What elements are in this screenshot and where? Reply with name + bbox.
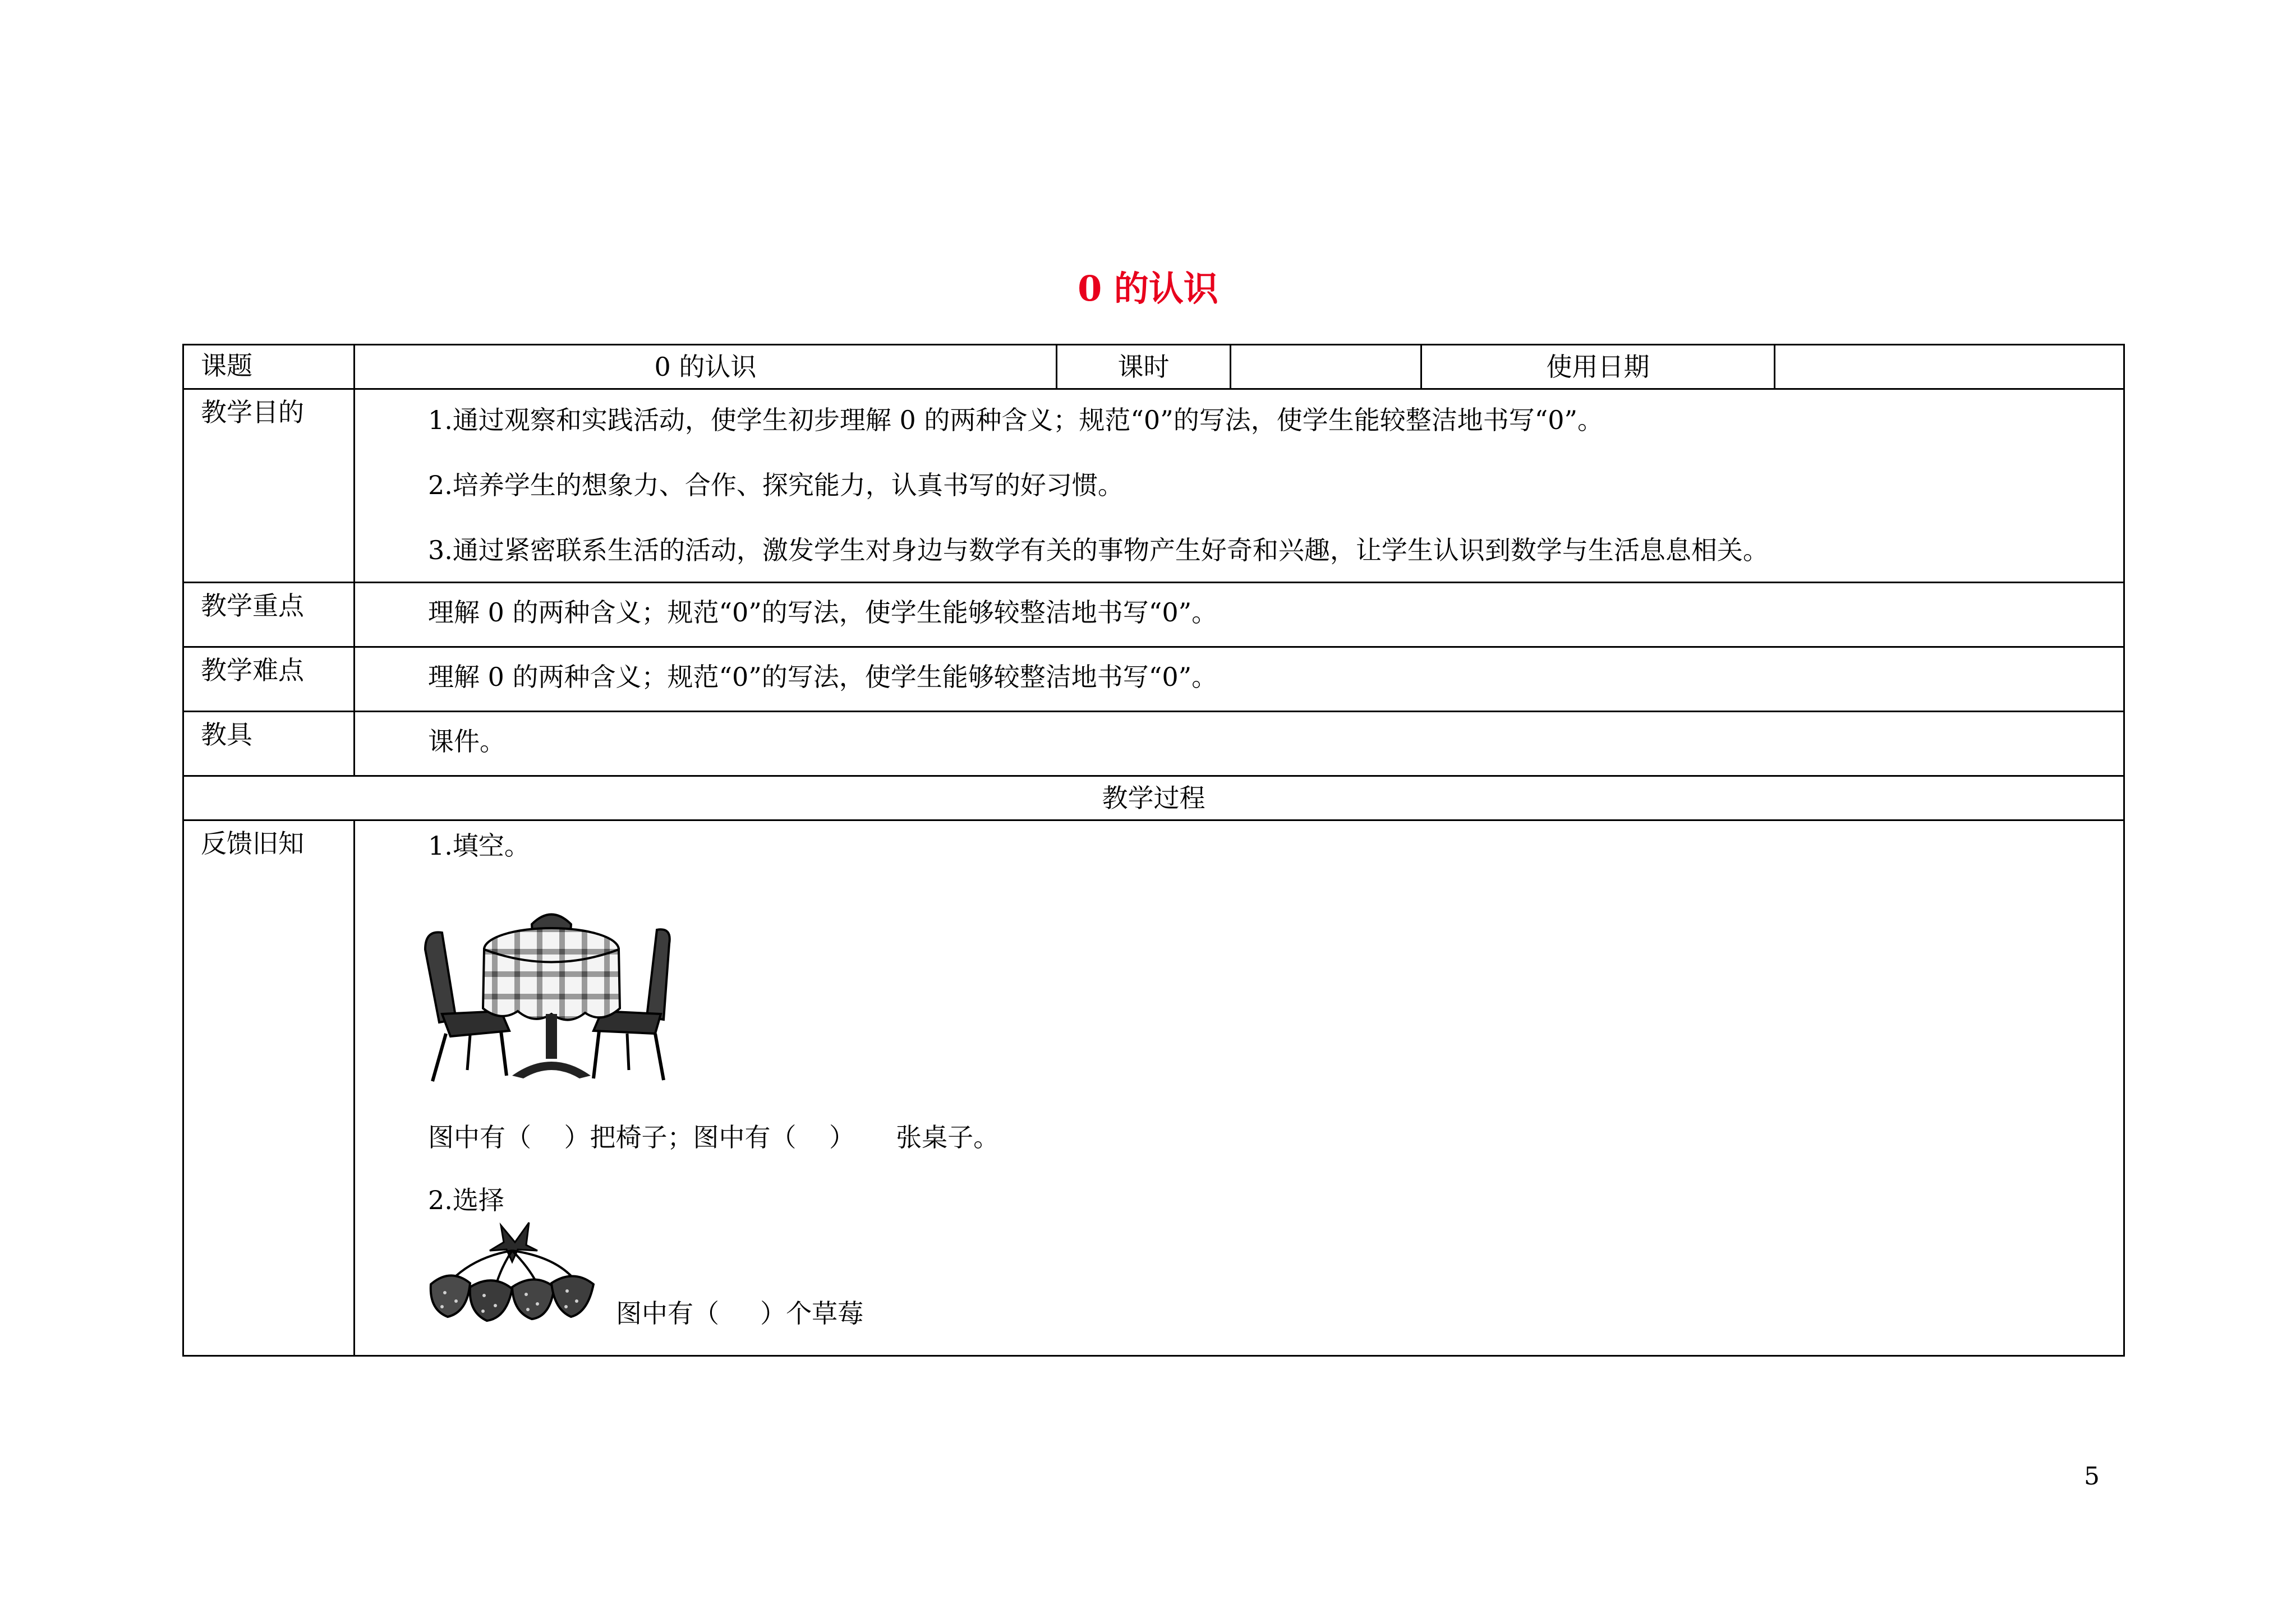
key-points-row (183, 583, 2124, 647)
question-1-title: 1.填空。 (428, 831, 530, 861)
question-1-text: 图中有（ ）把椅子；图中有（ ） 张桌子。 (428, 1122, 1000, 1152)
objective-item: 3.通过紧密联系生活的活动，激发学生对身边与数学有关的事物产生好奇和兴趣，让学生认识到数学与生活息息相关。 (428, 535, 1769, 565)
strawberries-illustration (417, 1217, 602, 1324)
difficulties-label: 教学难点 (183, 647, 355, 712)
objective-item: 1.通过观察和实践活动，使学生初步理解 0 的两种含义；规范“0”的写法，使学生能较整洁地书写“0”。 (428, 405, 1603, 435)
tools-row (183, 712, 2124, 776)
objective-item: 2.培养学生的想象力、合作、探究能力，认真书写的好习惯。 (428, 470, 1124, 500)
objectives-row (183, 389, 2124, 583)
objectives-label: 教学目的 (183, 389, 355, 583)
key-points-text: 理解 0 的两种含义；规范“0”的写法，使学生能够较整洁地书写“0”。 (355, 583, 2124, 647)
date-label: 使用日期 (1421, 345, 1775, 389)
process-heading-row (183, 776, 2124, 820)
header-row (183, 345, 2124, 389)
process-heading: 教学过程 (183, 776, 2124, 820)
topic-value: 0 的认识 (355, 345, 1057, 389)
lesson-plan-table (182, 344, 2125, 1357)
tools-label: 教具 (183, 712, 355, 776)
document-title: 0 的认识 (1078, 268, 1218, 309)
difficulties-row (183, 647, 2124, 712)
period-label: 课时 (1057, 345, 1231, 389)
difficulties-text: 理解 0 的两种含义；规范“0”的写法，使学生能够较整洁地书写“0”。 (355, 647, 2124, 712)
question-2-title: 2.选择 (428, 1185, 504, 1215)
question-2-text: 图中有（ ）个草莓 (616, 1298, 864, 1329)
review-row (183, 820, 2124, 1356)
page-number: 5 (2084, 1462, 2100, 1491)
key-points-label: 教学重点 (183, 583, 355, 647)
period-value (1231, 345, 1421, 389)
tools-text: 课件。 (355, 712, 2124, 776)
table-and-chairs-illustration (417, 896, 680, 1087)
review-content (355, 820, 2124, 1356)
review-label: 反馈旧知 (183, 820, 355, 1356)
topic-label: 课题 (183, 345, 355, 389)
objectives-content (355, 389, 2124, 583)
date-value (1775, 345, 2124, 389)
question-2-row (428, 1217, 2123, 1346)
